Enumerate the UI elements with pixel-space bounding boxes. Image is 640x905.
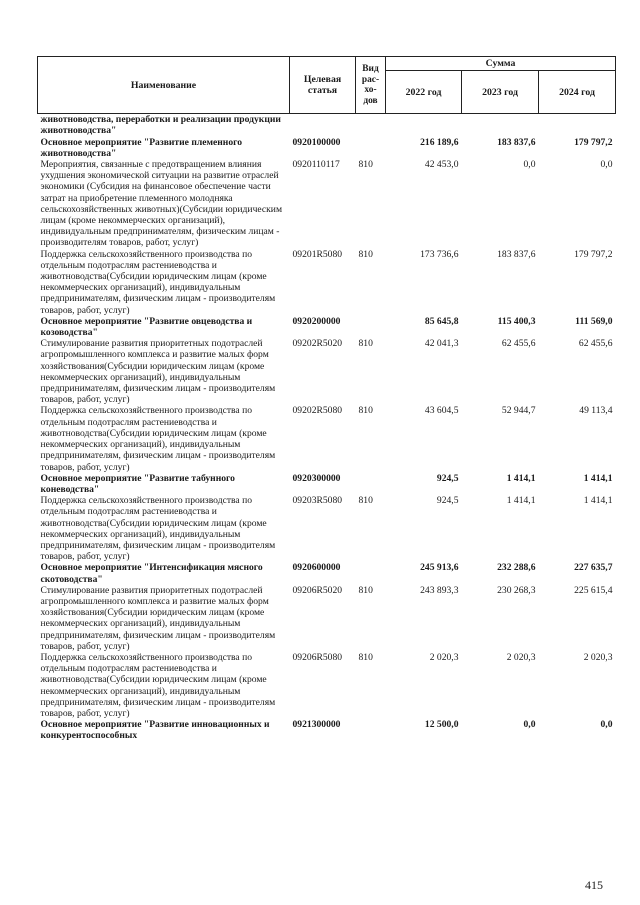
cell-name: Основное мероприятие "Развитие племенного животноводства"	[40, 136, 243, 159]
cell-sum-2024: 1 414,1	[583, 472, 613, 484]
table-row	[38, 405, 616, 472]
cell-sum-2022: 216 189,6	[420, 136, 459, 148]
cell-sum-2023: 1 414,1	[506, 472, 536, 484]
cell-sum-2024: 49 113,4	[579, 405, 613, 417]
cell-name: Поддержка сельскохозяйственного производства по отдельным подотраслям растениеводства и животноводства(Субсидии юридическим лицам (кроме некоммерческих организаций), индивидуальным предпринимателям, физическим лицам - производителям товаров, работ, услуг)	[40, 248, 276, 316]
cell-expense-type	[356, 137, 386, 159]
cell-expense-type: 810	[358, 248, 373, 260]
cell-sum-2024: 225 615,4	[574, 584, 613, 596]
cell-sum-2023	[462, 114, 539, 137]
cell-sum-2022: 243 893,3	[420, 584, 459, 596]
table-row	[38, 249, 616, 316]
cell-sum-2022	[386, 114, 462, 137]
cell-target-article: 0921300000	[292, 719, 341, 731]
cell-sum-2024: 2 020,3	[583, 651, 613, 663]
cell-sum-2024: 179 797,2	[574, 248, 613, 260]
cell-sum-2024: 111 569,0	[575, 315, 613, 327]
table-row-main-activity	[38, 562, 616, 584]
cell-sum-2022: 924,5	[436, 472, 459, 484]
cell-target-article: 0920200000	[292, 315, 341, 327]
cell-target-article: 09201R5080	[292, 248, 343, 260]
cell-sum-2023: 183 837,6	[497, 248, 536, 260]
table-body	[38, 114, 616, 742]
cell-target-article: 0920600000	[292, 562, 341, 574]
cell-sum-2024: 179 797,2	[574, 136, 613, 148]
cell-target-article: 09202R5020	[292, 338, 343, 350]
page-number: 415	[585, 878, 603, 892]
table-row-main-activity	[38, 473, 616, 495]
cell-sum-2023: 232 288,6	[497, 562, 536, 574]
cell-sum-2024: 0,0	[600, 159, 613, 171]
cell-name: Поддержка сельскохозяйственного производства по отдельным подотраслям растениеводства и животноводства(Субсидии юридическим лицам (кроме некоммерческих организаций), индивидуальным предпринимателям, физическим лицам - производителям товаров, работ, услуг)	[40, 495, 276, 563]
cell-expense-type: 810	[358, 338, 373, 350]
cell-sum-2023: 0,0	[523, 719, 536, 731]
cell-expense-type: 810	[358, 584, 373, 596]
cell-name: Мероприятия, связанные с предотвращением влияния ухудшения экономической ситуации на развитие отраслей экономики (Субсидия на финансовое обеспечение части затрат на приобретение племенного молодняка сельскохозяйственных животных)(Субсидии юридическим лицам (кроме некоммерческих организаций), индивидуальным предпринимателям, физическим лицам - производителям товаров, работ, услуг)	[40, 159, 283, 249]
cell-name: Поддержка сельскохозяйственного производства по отдельным подотраслям растениеводства и животноводства(Субсидии юридическим лицам (кроме некоммерческих организаций), индивидуальным предпринимателям, физическим лицам - производителям товаров, работ, услуг)	[40, 651, 276, 719]
cell-sum-2022: 924,5	[436, 495, 459, 507]
table-row	[38, 338, 616, 405]
cell-sum-2023: 0,0	[523, 159, 536, 171]
cell-expense-type: 810	[358, 405, 373, 417]
table-row	[38, 652, 616, 719]
budget-table	[37, 56, 616, 742]
cell-expense-type: 810	[358, 159, 373, 171]
cell-sum-2022: 85 645,8	[424, 315, 459, 327]
cell-target-article: 09206R5080	[292, 651, 343, 663]
cell-sum-2022: 173 736,6	[420, 248, 459, 260]
cell-sum-2024	[539, 114, 616, 137]
cell-sum-2022: 2 020,3	[429, 651, 459, 663]
cell-target-article: 0920100000	[292, 136, 341, 148]
cell-sum-2023: 230 268,3	[497, 584, 536, 596]
cell-sum-2023: 183 837,6	[497, 136, 536, 148]
cell-name: Основное мероприятие "Развитие табунного коневодства"	[40, 472, 235, 495]
table-row-main-activity	[38, 316, 616, 338]
table-row	[38, 495, 616, 562]
cell-sum-2022: 42 453,0	[424, 159, 459, 171]
cell-target-article: 0920300000	[292, 472, 341, 484]
cell-expense-type: 810	[358, 495, 373, 507]
cell-sum-2024: 1 414,1	[583, 495, 613, 507]
cell-sum-2024: 62 455,6	[578, 338, 613, 350]
table-row-main-activity	[38, 137, 616, 159]
cell-name: Стимулирование развития приоритетных подотраслей агропромышленного комплекса и развитие малых форм хозяйствования(Субсидии юридическим лицам (кроме некоммерческих организаций), индивидуальным предпринимателям, физическим лицам - производителям товаров, работ, услуг)	[40, 584, 276, 652]
header-name: Наименование	[38, 57, 290, 114]
cell-sum-2024: 0,0	[600, 719, 613, 731]
cell-name: Основное мероприятие "Развитие овцеводства и козоводства"	[40, 315, 253, 339]
cell-sum-2023: 1 414,1	[506, 495, 536, 507]
cell-sum-2023: 52 944,7	[501, 405, 536, 417]
cell-sum-2022: 245 913,6	[420, 562, 459, 574]
table-row-main-activity	[38, 114, 616, 137]
header-year-2024: 2024 год	[539, 71, 616, 114]
cell-sum-2022: 43 604,5	[424, 405, 459, 417]
cell-sum-2024: 227 635,7	[574, 562, 613, 574]
cell-name: животноводства, переработки и реализации продукции животноводства"	[40, 114, 281, 137]
cell-target-article: 09202R5080	[292, 405, 343, 417]
cell-name: Стимулирование развития приоритетных подотраслей агропромышленного комплекса и развитие малых форм хозяйствования(Субсидии юридическим лицам (кроме некоммерческих организаций), индивидуальным предпринимателям, физическим лицам - производителям товаров, работ, услуг)	[40, 338, 276, 406]
table-row	[38, 585, 616, 652]
table-row	[38, 159, 616, 249]
header-sum: Сумма	[386, 57, 616, 71]
header-year-2023: 2023 год	[462, 71, 539, 114]
cell-target-article: 0920110117	[292, 159, 340, 171]
cell-sum-2023: 115 400,3	[497, 315, 536, 327]
cell-expense-type	[356, 114, 386, 137]
cell-target-article: 09203R5080	[292, 495, 343, 507]
cell-sum-2023: 2 020,3	[506, 651, 536, 663]
cell-expense-type	[356, 562, 386, 584]
table-header	[38, 57, 616, 114]
cell-name: Основное мероприятие "Развитие инновационных и конкурентоспособных	[40, 719, 270, 742]
cell-target-article: 09206R5020	[292, 584, 343, 596]
cell-expense-type	[356, 473, 386, 495]
cell-target-article	[290, 114, 356, 137]
cell-sum-2022: 42 041,3	[424, 338, 459, 350]
cell-sum-2023: 62 455,6	[501, 338, 536, 350]
cell-name: Поддержка сельскохозяйственного производства по отдельным подотраслям растениеводства и животноводства(Субсидии юридическим лицам (кроме некоммерческих организаций), индивидуальным предпринимателям, физическим лицам - производителям товаров, работ, услуг)	[40, 405, 276, 473]
cell-expense-type: 810	[358, 651, 373, 663]
cell-expense-type	[356, 316, 386, 338]
cell-expense-type	[356, 719, 386, 741]
header-expense-type: Вид рас-хо-дов	[356, 57, 386, 114]
header-target-article: Целевая статья	[290, 57, 356, 114]
cell-sum-2022: 12 500,0	[424, 719, 459, 731]
header-year-2022: 2022 год	[386, 71, 462, 114]
cell-name: Основное мероприятие "Интенсификация мясного скотоводства"	[40, 562, 263, 585]
table-row-main-activity	[38, 719, 616, 741]
